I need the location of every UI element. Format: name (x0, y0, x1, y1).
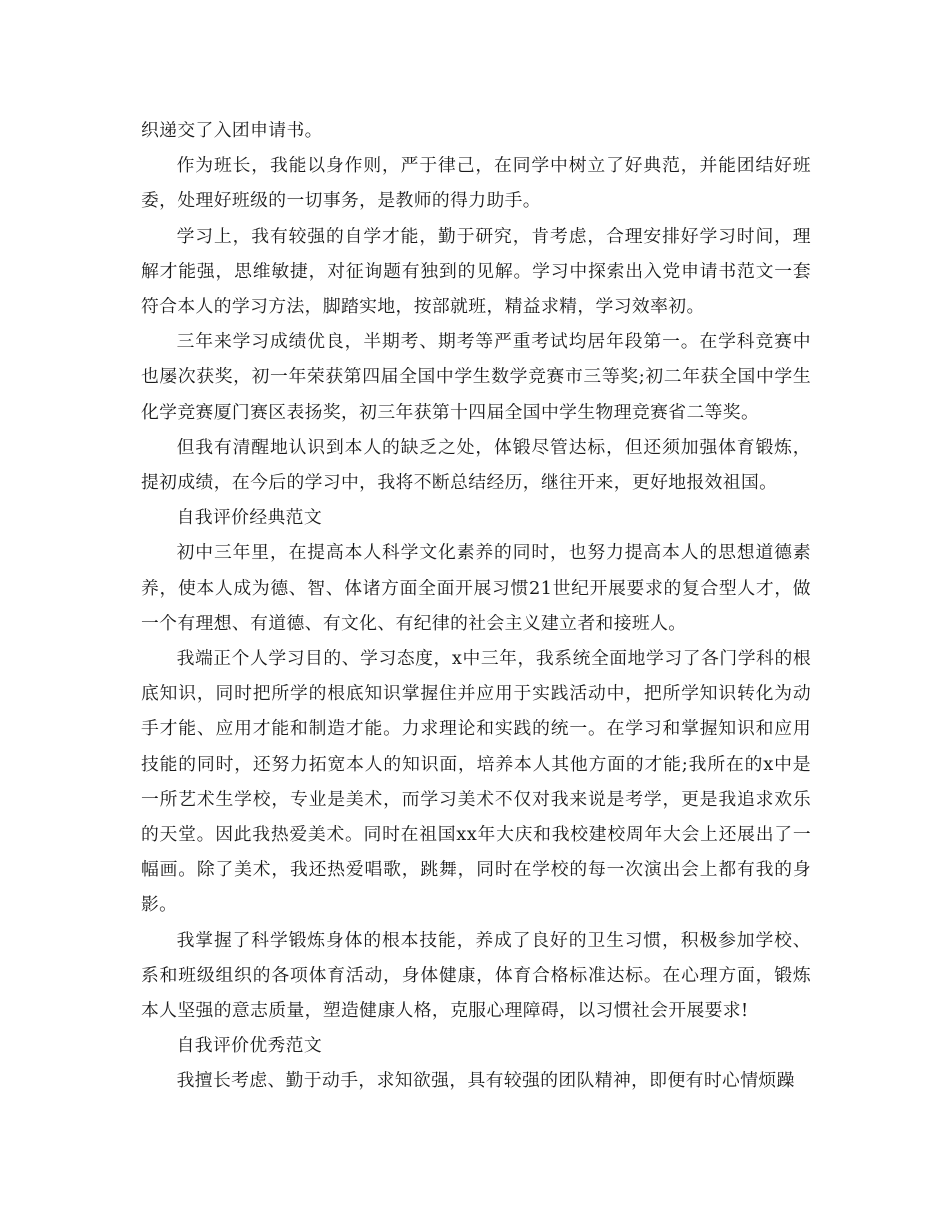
paragraph: 我端正个人学习目的、学习态度，x中三年，我系统全面地学习了各门学科的根底知识，同时把所学的根底知识掌握住并应用于实践活动中，把所学知识转化为动手才能、应用才能和制造才能。力求理论和实践的统一。在学习和掌握知识和应用技能的同时，还努力拓宽本人的知识面，培养本人其他方面的才能;我所在的x中是一所艺术生学校，专业是美术，而学习美术不仅对我来说是考学，更是我追求欢乐的天堂。因此我热爱美术。同时在祖国xx年大庆和我校建校周年大会上还展出了一幅画。除了美术，我还热爱唱歌，跳舞，同时在学校的每一次演出会上都有我的身影。 (141, 648, 811, 916)
paragraph: 我擅长考虑、勤于动手，求知欲强，具有较强的团队精神，即便有时心情烦躁 (176, 1070, 795, 1092)
paragraph: 初中三年里，在提高本人科学文化素养的同时，也努力提高本人的思想道德素养，使本人成为德、智、体诸方面全面开展习惯21世纪开展要求的复合型人才，做一个有理想、有道德、有文化、有纪律的社会主义建立者和接班人。 (141, 542, 811, 634)
paragraph: 但我有清醒地认识到本人的缺乏之处，体锻尽管达标，但还须加强体育锻炼，提初成绩，在今后的学习中，我将不断总结经历，继往开来，更好地报效祖国。 (141, 436, 811, 494)
section-heading: 自我评价优秀范文 (176, 1035, 323, 1057)
paragraph: 织递交了入团申请书。 (141, 120, 323, 141)
document-body (141, 113, 811, 1099)
paragraph: 三年来学习成绩优良，半期考、期考等严重考试均居年段第一。在学科竞赛中也屡次获奖，初一年荣获第四届全国中学生数学竞赛市三等奖;初二年获全国中学生化学竞赛厦门赛区表扬奖，初三年获第十四届全国中学生物理竞赛省二等奖。 (141, 331, 811, 423)
paragraph: 作为班长，我能以身作则，严于律己，在同学中树立了好典范，并能团结好班委，处理好班级的一切事务，是教师的得力助手。 (141, 155, 811, 212)
paragraph: 学习上，我有较强的自学才能，勤于研究，肯考虑，合理安排好学习时间，理解才能强，思维敏捷，对征询题有独到的见解。学习中探索出入党申请书范文一套符合本人的学习方法，脚踏实地，按部就班，精益求精，学习效率初。 (141, 225, 811, 318)
paragraph: 我掌握了科学锻炼身体的根本技能，养成了良好的卫生习惯，积极参加学校、系和班级组织的各项体育活动，身体健康，体育合格标准达标。在心理方面，锻炼本人坚强的意志质量，塑造健康人格，克服心理障碍，以习惯社会开展要求! (141, 929, 811, 1022)
section-heading: 自我评价经典范文 (176, 507, 323, 529)
